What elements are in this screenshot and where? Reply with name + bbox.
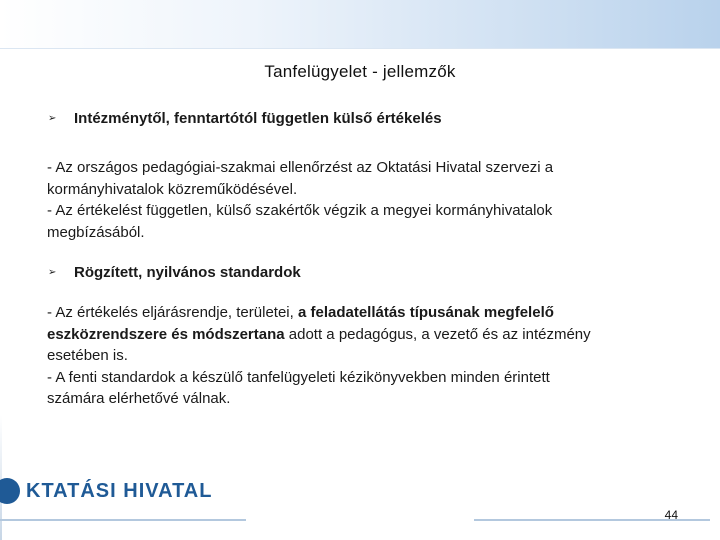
arrow-bullet-icon: ➢ [48, 113, 57, 124]
slide-title: Tanfelügyelet - jellemzők [264, 62, 456, 81]
header-gradient-band [0, 0, 720, 48]
paragraph-line [47, 324, 687, 346]
paragraph-line: - Az értékelést független, külső szakértők végzik a megyei kormányhivatalok [47, 202, 553, 220]
paragraph-line: számára elérhetővé válnak. [47, 390, 231, 408]
paragraph-inspection [47, 157, 687, 243]
logo-circle-icon [0, 478, 20, 504]
bullet-heading-independent [48, 110, 442, 127]
oktatasi-hivatal-logo [0, 478, 212, 504]
logo-text: KTATÁSI HIVATAL [26, 479, 213, 502]
arrow-bullet-icon: ➢ [48, 267, 57, 278]
paragraph-line [47, 302, 687, 324]
paragraph-line: kormányhivatalok közreműködésével. [47, 180, 298, 198]
text-run: - Az értékelés eljárásrendje, területei, [47, 304, 298, 321]
paragraph-line: - A fenti standardok a készülő tanfelügyeleti kézikönyvekben minden érintett [47, 368, 550, 386]
page-number: 44 [664, 508, 678, 522]
bold-text-run: eszközrendszere és módszertana [47, 325, 285, 343]
bold-text-run: a feladatellátás típusának megfelelő [297, 304, 554, 321]
bullet-heading-standards [48, 264, 301, 281]
paragraph-standards [47, 302, 687, 410]
text-run: adott a pedagógus, a vezető és az intézmény [284, 325, 591, 343]
paragraph-line: - Az országos pedagógiai-szakmai ellenőrzést az Oktatási Hivatal szervezi a [47, 159, 554, 176]
footer-line-left [0, 519, 246, 521]
header-divider [0, 48, 720, 49]
paragraph-line: megbízásából. [47, 223, 145, 241]
bullet-heading-text: Intézménytől, fenntartótól független külső értékelés [74, 110, 442, 127]
paragraph-line: esetében is. [47, 347, 128, 365]
bullet-heading-text: Rögzített, nyilvános standardok [74, 264, 301, 281]
